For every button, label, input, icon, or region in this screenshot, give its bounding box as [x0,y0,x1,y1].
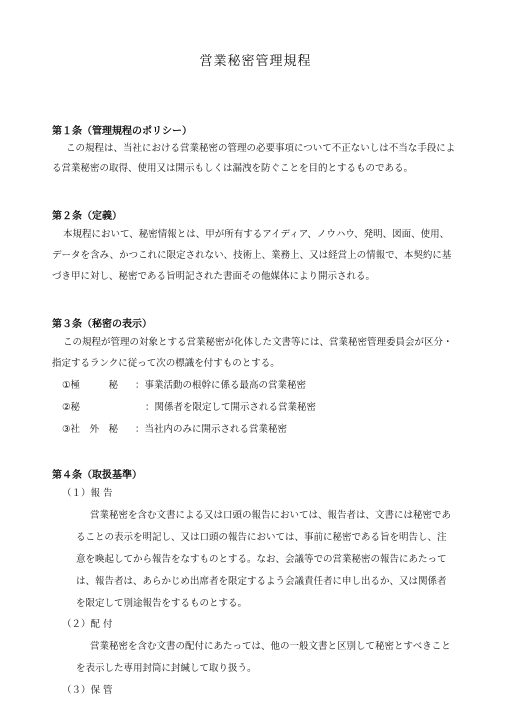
article-1-line: る営業秘密の取得、使用又は開示もしくは漏洩を防ぐことを目的とするものである。 [52,163,414,174]
item-line: 営業秘密を含む文書の配付にあたっては、他の一般文書と区別して秘密とすべきこと [90,641,451,652]
article-3-line: 指定するランクに従って次の標識を付すものとする。 [52,358,280,369]
item-label: （１）報 告 [62,488,113,499]
article-2-line: 本規程において、秘密情報とは、甲が所有するアイディア、ノウハウ、発明、図面、使用、 [63,229,450,240]
article-2-line: データを含み、かつこれに限定されない、技術上、業務上、又は経営上の情報で、本契約に基 [52,250,452,261]
article-2-heading: 第２条（定義） [52,211,122,222]
mark-description: ：当社内のみに開示される営業秘密 [135,424,288,435]
item-label: （２）配 付 [62,619,113,630]
item-line: ることの表示を明記し、又は口頭の報告においては、事前に秘密である旨を明告し、注 [76,532,447,543]
item-line: 営業秘密を含む文書による又は口頭の報告においては、報告者は、文書には秘密であ [90,510,452,521]
mark-label: ③社 外 秘 [62,424,119,435]
article-1-heading: 第１条（管理規程のポリシー） [52,126,192,137]
item-label: （３）保 管 [62,685,113,696]
mark-description: ：事業活動の根幹に係る最高の営業秘密 [135,380,307,391]
item-line: 意を喚起してから報告をなすものとする。なお、会議等での営業秘密の報告にあたって [76,554,447,565]
item-line: は、報告者は、あらかじめ出席者を限定するよう会議責任者に申し出るか、又は関係者 [76,576,447,587]
item-line: を表示した専用封筒に封緘して取り扱う。 [76,663,257,674]
document-title: 営業秘密管理規程 [199,54,312,69]
article-3-heading: 第３条（秘密の表示） [52,319,152,330]
item-line: を限定して別途報告をするものとする。 [76,598,248,609]
article-1-line: この規程は、当社における営業秘密の管理の必要事項について不正ないしは不当な手段によ [66,143,456,154]
mark-label: ②秘 [62,402,81,413]
mark-label: ①極 秘 [62,380,119,391]
mark-description: ：関係者を限定して開示される営業秘密 [145,402,317,413]
article-4-heading: 第４条（取扱基準） [52,470,142,481]
article-3-line: この規程が管理の対象とする営業秘密が化体した文書等には、営業秘密管理委員会が区分・ [63,337,453,348]
article-2-line: づき甲に対し、秘密である旨明記された書面その他媒体により開示される。 [52,271,376,282]
